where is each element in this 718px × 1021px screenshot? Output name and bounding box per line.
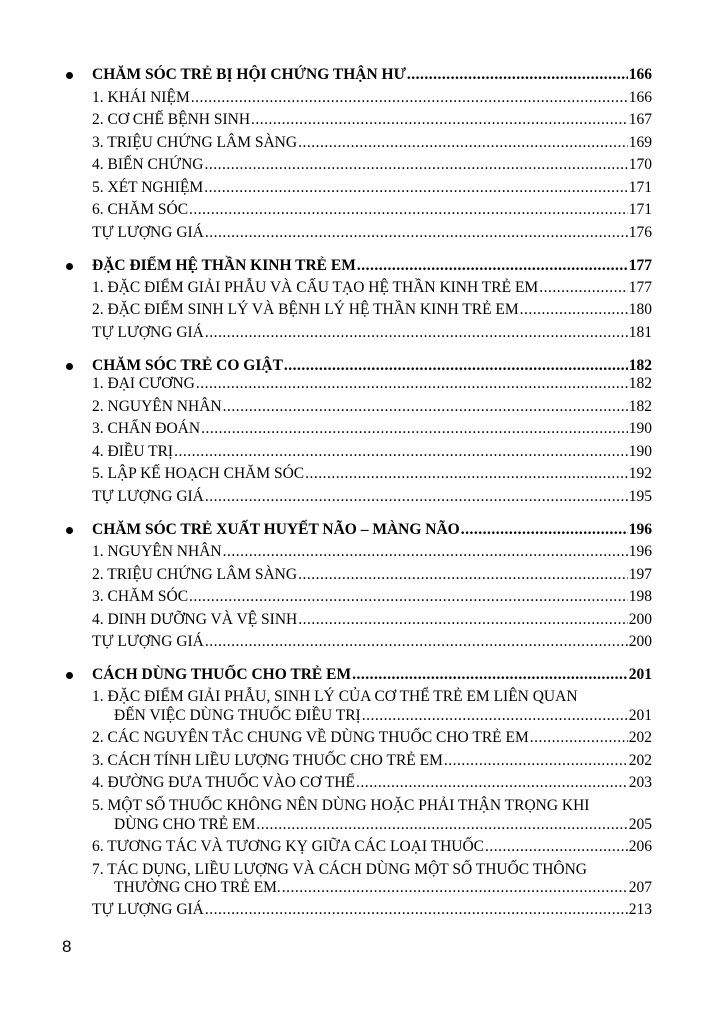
toc-page: 198 xyxy=(628,588,652,605)
toc-entry-title: 5. LẬP KẾ HOẠCH CHĂM SÓC xyxy=(92,465,305,482)
dot-leader xyxy=(282,877,628,899)
toc-page: 171 xyxy=(628,201,652,218)
toc-page: 200 xyxy=(628,633,652,650)
toc-page: 167 xyxy=(628,111,652,128)
bullet-icon xyxy=(66,263,73,270)
toc-entry[interactable] xyxy=(92,486,652,508)
dot-leader xyxy=(205,486,628,508)
toc-entry-title: TỰ LƯỢNG GIÁ xyxy=(92,224,204,241)
dot-leader xyxy=(174,441,628,463)
toc-entry-title: TỰ LƯỢNG GIÁ xyxy=(92,633,204,650)
toc-entry-title: 1. ĐẶC ĐIỂM GIẢI PHẪU VÀ CẤU TẠO HỆ THẦN KINH TRẺ EM xyxy=(92,279,539,296)
toc-heading-title: CHĂM SÓC TRẺ XUẤT HUYẾT NÃO – MÀNG NÃO xyxy=(92,521,460,538)
page-number: 8 xyxy=(62,937,72,956)
toc-entry[interactable] xyxy=(92,814,652,836)
toc-entry[interactable] xyxy=(92,727,652,749)
toc-entry[interactable] xyxy=(92,222,652,244)
dot-leader xyxy=(444,750,628,772)
toc-entry[interactable] xyxy=(92,441,652,463)
dot-leader xyxy=(298,609,628,631)
dot-leader xyxy=(352,664,628,686)
toc-page: 177 xyxy=(628,279,652,296)
dot-leader xyxy=(485,836,628,858)
toc-entry[interactable] xyxy=(92,277,652,299)
toc-entry-title: TỰ LƯỢNG GIÁ xyxy=(92,901,204,918)
dot-leader xyxy=(196,373,628,395)
toc-section-heading[interactable] xyxy=(92,64,652,86)
toc-entry-title-line2: THƯỜNG CHO TRẺ EM. xyxy=(114,879,281,896)
dot-leader xyxy=(362,705,628,727)
toc-page: 180 xyxy=(628,301,652,318)
toc-entry[interactable] xyxy=(92,109,652,131)
toc-page: 196 xyxy=(628,521,652,538)
toc-entry-title: 6. CHĂM SÓC xyxy=(92,201,189,218)
toc-entry[interactable] xyxy=(92,463,652,485)
toc-entry[interactable] xyxy=(92,750,652,772)
dot-leader xyxy=(223,396,628,418)
toc-entry-title-line2: ĐẾN VIỆC DÙNG THUỐC ĐIỀU TRỊ xyxy=(114,707,361,724)
dot-leader xyxy=(191,87,628,109)
toc-entry[interactable] xyxy=(92,418,652,440)
toc-page: 200 xyxy=(628,611,652,628)
toc-page: 203 xyxy=(628,774,652,791)
dot-leader xyxy=(205,222,628,244)
toc-entry-title: 2. CƠ CHẾ BỆNH SINH xyxy=(92,111,251,128)
toc-entry-title: 2. ĐẶC ĐIỂM SINH LÝ VÀ BỆNH LÝ HỆ THẦN KINH TRẺ EM xyxy=(92,301,519,318)
toc-entry[interactable] xyxy=(92,564,652,586)
toc-page: 182 xyxy=(628,375,652,392)
toc-entry-title: 3. CÁCH TÍNH LIỀU LƯỢNG THUỐC CHO TRẺ EM xyxy=(92,752,443,769)
toc-page: 213 xyxy=(628,901,652,918)
dot-leader xyxy=(407,64,628,86)
dot-leader xyxy=(298,132,628,154)
toc-entry-title: 3. CHẨN ĐOÁN xyxy=(92,420,201,437)
toc-page: 201 xyxy=(628,707,652,724)
toc-section-heading[interactable] xyxy=(92,255,652,277)
dot-leader xyxy=(298,564,628,586)
toc-entry-title: TỰ LƯỢNG GIÁ xyxy=(92,324,204,341)
toc-entry-title: 2. CÁC NGUYÊN TẮC CHUNG VỀ DÙNG THUỐC CHO TRẺ EM xyxy=(92,729,529,746)
toc-page: 182 xyxy=(628,398,652,415)
toc-page: 202 xyxy=(628,729,652,746)
dot-leader xyxy=(305,463,628,485)
dot-leader xyxy=(201,418,628,440)
toc-page: 192 xyxy=(628,465,652,482)
toc-entry[interactable] xyxy=(92,177,652,199)
dot-leader xyxy=(204,154,627,176)
toc-page: 166 xyxy=(628,66,652,83)
toc-entry[interactable] xyxy=(92,396,652,418)
toc-entry-title: 1. ĐẠI CƯƠNG xyxy=(92,375,195,392)
toc-page: 201 xyxy=(628,666,652,683)
toc-page: 206 xyxy=(628,838,652,855)
toc-page: 196 xyxy=(628,543,652,560)
dot-leader xyxy=(189,586,628,608)
toc-entry-title: TỰ LƯỢNG GIÁ xyxy=(92,488,204,505)
toc-entry[interactable] xyxy=(92,631,652,653)
toc-entry-title: 4. ĐIỀU TRỊ xyxy=(92,443,174,460)
toc-entry-title: 4. BIẾN CHỨNG xyxy=(92,156,204,173)
toc-page: 181 xyxy=(628,324,652,341)
dot-leader xyxy=(205,899,628,921)
toc-section-heading[interactable] xyxy=(92,519,652,541)
dot-leader xyxy=(256,814,627,836)
bullet-icon xyxy=(66,672,73,679)
toc-entry[interactable] xyxy=(92,322,652,344)
toc-heading-title: CHĂM SÓC TRẺ CO GIẬT xyxy=(92,357,283,374)
toc-entry-title: 1. NGUYÊN NHÂN xyxy=(92,543,222,560)
bullet-icon xyxy=(66,72,73,79)
toc-heading-title: ĐẶC ĐIỂM HỆ THẦN KINH TRẺ EM xyxy=(92,257,356,274)
toc-entry-title-line1[interactable]: 7. TÁC DỤNG, LIỀU LƯỢNG VÀ CÁCH DÙNG MỘT SỐ THUỐC THÔNG xyxy=(92,861,587,878)
toc-page: 182 xyxy=(628,357,652,374)
dot-leader xyxy=(520,299,628,321)
toc-page: 166 xyxy=(628,89,652,106)
toc-entry-title: 1. KHÁI NIỆM xyxy=(92,89,190,106)
toc-entry[interactable] xyxy=(92,154,652,176)
toc-page: 205 xyxy=(628,816,652,833)
bullet-icon xyxy=(66,363,73,370)
toc-entry[interactable] xyxy=(92,373,652,395)
dot-leader xyxy=(530,727,628,749)
dot-leader xyxy=(357,255,628,277)
toc-entry[interactable] xyxy=(92,609,652,631)
toc-entry-title-line1[interactable]: 1. ĐẶC ĐIỂM GIẢI PHẪU, SINH LÝ CỦA CƠ THỂ TRẺ EM LIÊN QUAN xyxy=(92,688,578,705)
toc-page: 176 xyxy=(628,224,652,241)
toc-page: 170 xyxy=(628,156,652,173)
toc-page: 207 xyxy=(628,879,652,896)
toc-entry[interactable] xyxy=(92,899,652,921)
toc-entry-title: 6. TƯƠNG TÁC VÀ TƯƠNG KỴ GIỮA CÁC LOẠI THUỐC xyxy=(92,838,485,855)
toc-entry[interactable] xyxy=(92,705,652,727)
toc-entry-title-line1[interactable]: 5. MỘT SỐ THUỐC KHÔNG NÊN DÙNG HOẶC PHẢI THẬN TRỌNG KHI xyxy=(92,797,590,814)
toc-page: 202 xyxy=(628,752,652,769)
dot-leader xyxy=(205,631,628,653)
toc-page: 190 xyxy=(628,443,652,460)
dot-leader xyxy=(356,772,628,794)
toc-page: 177 xyxy=(628,257,652,274)
toc-entry-title: 2. NGUYÊN NHÂN xyxy=(92,398,222,415)
dot-leader xyxy=(223,541,628,563)
toc-page: 195 xyxy=(628,488,652,505)
toc-entry-title: 3. CHĂM SÓC xyxy=(92,588,189,605)
dot-leader xyxy=(461,519,628,541)
toc-heading-title: CÁCH DÙNG THUỐC CHO TRẺ EM xyxy=(92,666,352,683)
toc-entry[interactable] xyxy=(92,299,652,321)
toc-entry-title: 4. DINH DƯỠNG VÀ VỆ SINH xyxy=(92,611,298,628)
toc-entry-title: 2. TRIỆU CHỨNG LÂM SÀNG xyxy=(92,566,298,583)
toc-entry[interactable] xyxy=(92,199,652,221)
toc-entry-title-line2: DÙNG CHO TRẺ EM xyxy=(114,816,256,833)
dot-leader xyxy=(204,177,628,199)
toc-entry-title: 4. ĐƯỜNG ĐƯA THUỐC VÀO CƠ THỂ xyxy=(92,774,356,791)
toc-entry[interactable] xyxy=(92,586,652,608)
toc-entry[interactable] xyxy=(92,87,652,109)
bullet-icon xyxy=(66,527,73,534)
toc-page: 169 xyxy=(628,134,652,151)
toc-entry[interactable] xyxy=(92,541,652,563)
toc-entry[interactable] xyxy=(92,132,652,154)
dot-leader xyxy=(539,277,628,299)
toc-entry-title: 5. XÉT NGHIỆM xyxy=(92,179,204,196)
toc-page: 171 xyxy=(628,179,652,196)
toc-entry[interactable] xyxy=(92,836,652,858)
dot-leader xyxy=(205,322,628,344)
dot-leader xyxy=(251,109,628,131)
toc-entry-title: 3. TRIỆU CHỨNG LÂM SÀNG xyxy=(92,134,298,151)
toc-entry[interactable] xyxy=(92,877,652,899)
toc-heading-title: CHĂM SÓC TRẺ BỊ HỘI CHỨNG THẬN HƯ xyxy=(92,66,406,83)
toc-page: 197 xyxy=(628,566,652,583)
toc-section-heading[interactable] xyxy=(92,664,652,686)
dot-leader xyxy=(189,199,628,221)
toc-entry[interactable] xyxy=(92,772,652,794)
toc-page: 190 xyxy=(628,420,652,437)
